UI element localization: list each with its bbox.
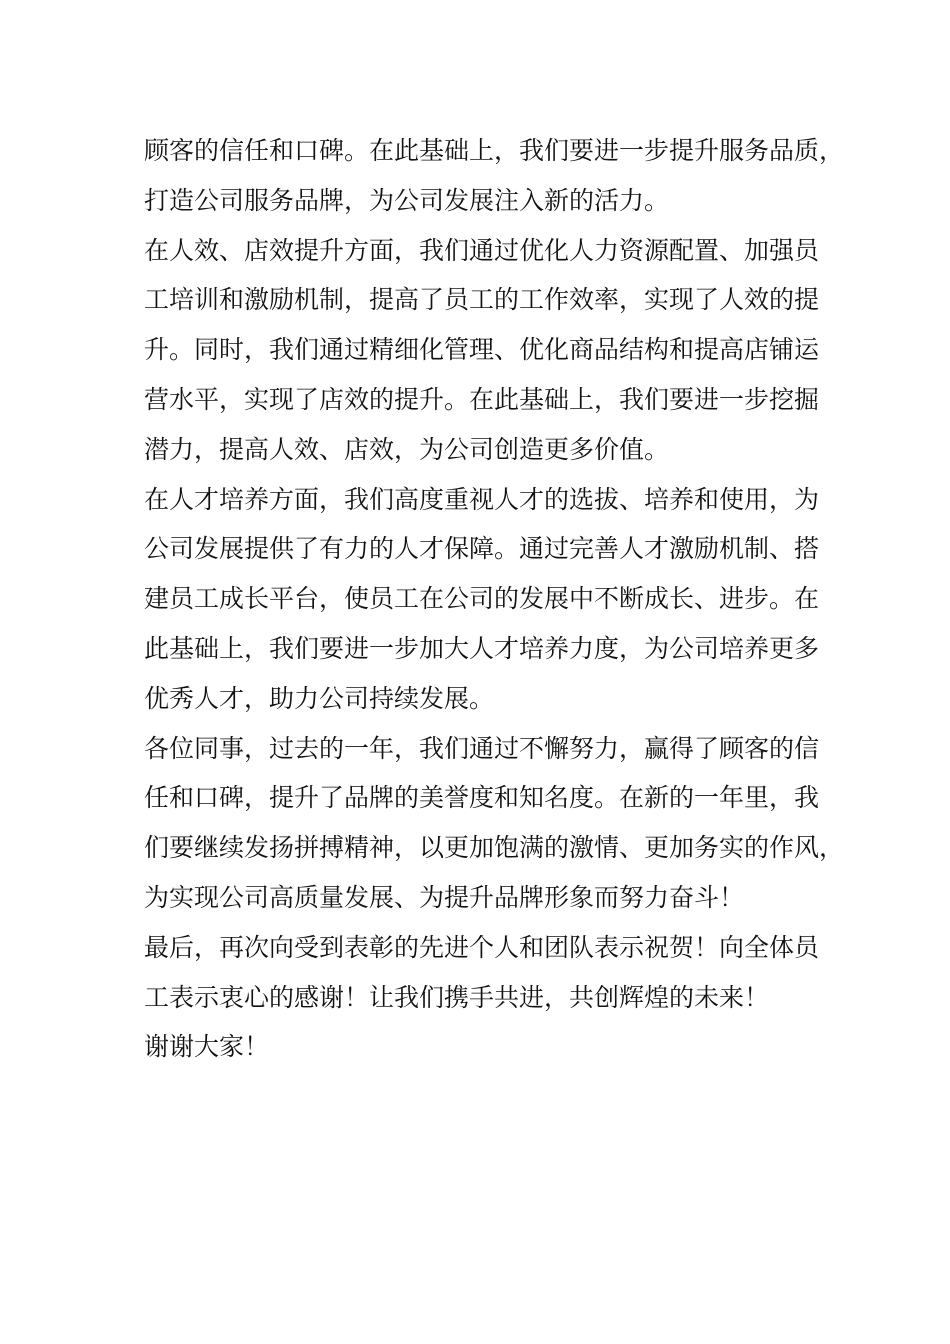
text-line: 任和口碑，提升了品牌的美誉度和知名度。在新的一年里，我 [144, 783, 820, 813]
paragraph-colleagues [144, 724, 845, 923]
text-line: 工培训和激励机制，提高了员工的工作效率，实现了人效的提 [144, 285, 820, 315]
paragraph-thanks [144, 1022, 824, 1072]
text-line: 在人效、店效提升方面，我们通过优化人力资源配置、加强员 [144, 235, 820, 265]
document-body [144, 126, 845, 1072]
text-line: 营水平，实现了店效的提升。在此基础上，我们要进一步挖掘 [144, 384, 820, 414]
text-line: 们要继续发扬拼搏精神，以更加饱满的激情、更加务实的作风， [144, 833, 845, 863]
paragraph-closing [144, 923, 824, 1023]
text-line: 工表示衷心的感谢！让我们携手共进，共创辉煌的未来！ [144, 982, 770, 1012]
paragraph-talent [144, 475, 824, 724]
text-line: 此基础上，我们要进一步加大人才培养力度，为公司培养更多 [144, 633, 820, 663]
text-line: 谢谢大家！ [144, 1032, 270, 1062]
text-line: 最后，再次向受到表彰的先进个人和团队表示祝贺！向全体员 [144, 932, 820, 962]
text-line: 升。同时，我们通过精细化管理、优化商品结构和提高店铺运 [144, 335, 820, 365]
text-line: 各位同事，过去的一年，我们通过不懈努力，赢得了顾客的信 [144, 733, 820, 763]
text-line: 公司发展提供了有力的人才保障。通过完善人才激励机制、搭 [144, 534, 820, 564]
text-line: 打造公司服务品牌，为公司发展注入新的活力。 [144, 185, 670, 215]
text-line: 顾客的信任和口碑。在此基础上，我们要进一步提升服务品质， [144, 136, 845, 165]
paragraph-efficiency [144, 226, 824, 475]
text-line: 潜力，提高人效、店效，为公司创造更多价值。 [144, 434, 670, 464]
paragraph-service [144, 126, 845, 226]
text-line: 优秀人才，助力公司持续发展。 [144, 683, 495, 713]
text-line: 在人才培养方面，我们高度重视人才的选拔、培养和使用，为 [144, 484, 820, 514]
text-line: 建员工成长平台，使员工在公司的发展中不断成长、进步。在 [144, 584, 820, 614]
text-line: 为实现公司高质量发展、为提升品牌形象而努力奋斗！ [144, 882, 745, 912]
